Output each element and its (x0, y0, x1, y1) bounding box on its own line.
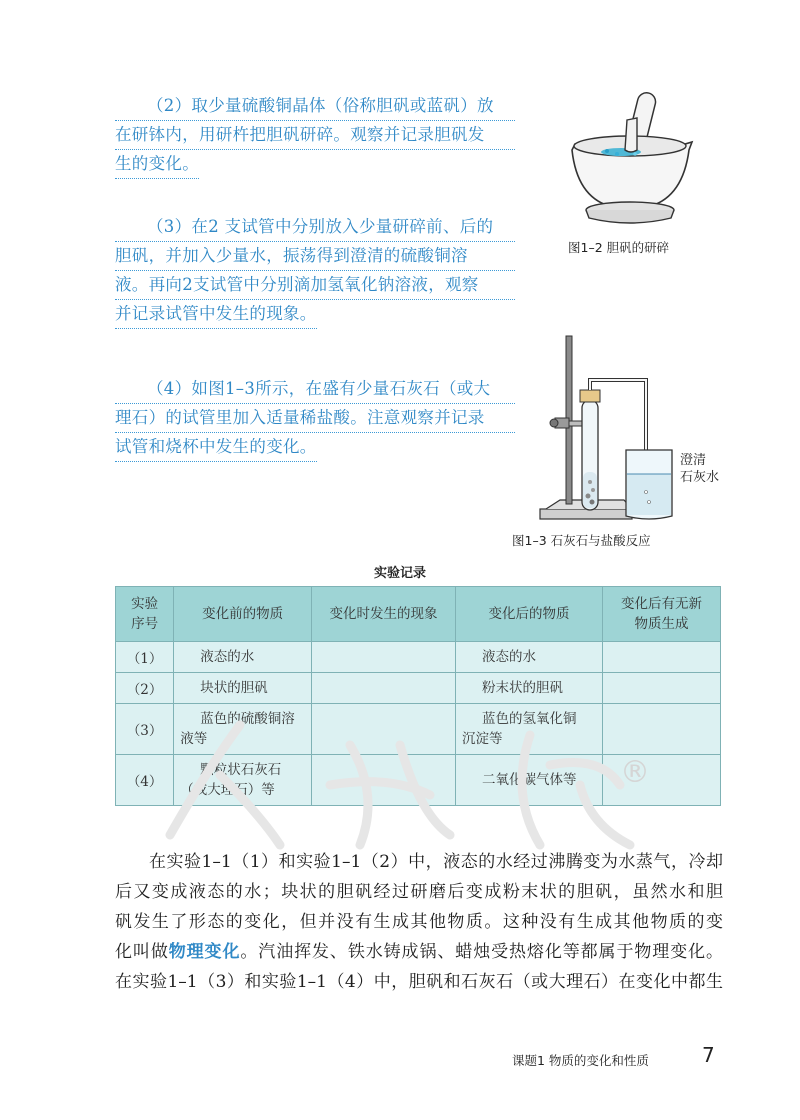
body-paragraph (115, 847, 723, 997)
figure-1-3-caption: 图1–3 石灰石与盐酸反应 (512, 533, 651, 548)
cell-new-substance (603, 673, 721, 704)
cell-after (455, 673, 602, 704)
body-line: 后又变成液态的水；块状的胆矾经过研磨后变成粉末状的胆矾，虽然水和胆 (115, 882, 723, 902)
header-text: 变化后有无新 (621, 596, 703, 612)
step-3-line: 并记录试管中发生的现象。 (115, 300, 317, 329)
cell-text: 蓝色的氢氧化铜 (481, 711, 577, 727)
cell-number: （3） (116, 704, 174, 755)
cell-text: 液态的水 (200, 649, 255, 665)
body-text-segment: 。汽油挥发、铁水铸成锅、蜡烛受热熔化等都属于物理变化。 (240, 942, 724, 962)
cell-number: （4） (116, 755, 174, 806)
experiment-step-4 (115, 375, 515, 462)
table-row (116, 673, 721, 704)
body-line (115, 937, 723, 967)
step-3-line: （3）在2 支试管中分别放入少量研碎前、后的 (115, 213, 515, 242)
beaker-label-line: 澄清 (680, 453, 707, 468)
step-2-line: （2）取少量硫酸铜晶体（俗称胆矾或蓝矾）放 (115, 92, 515, 121)
header-text: 实验 (131, 596, 159, 612)
beaker-label-line: 石灰水 (680, 470, 720, 485)
mortar-pestle-illustration (565, 88, 695, 228)
cell-text: 蓝色的硫酸铜溶 (200, 711, 295, 727)
beaker-label (680, 452, 719, 486)
table-header-row (116, 587, 721, 642)
header-cell-new-substance (603, 587, 721, 642)
registered-mark: ® (620, 755, 650, 790)
cell-new-substance (603, 642, 721, 673)
step-2-line: 生的变化。 (115, 150, 199, 179)
step-3-line: 胆矾，并加入少量水，振荡得到澄清的硫酸铜溶 (115, 242, 515, 271)
figure-1-2-caption: 图1–2 胆矾的研碎 (568, 240, 670, 255)
body-line: 在实验1–1（3）和实验1–1（4）中，胆矾和石灰石（或大理石）在变化中都生 (115, 972, 723, 992)
cell-after (455, 642, 602, 673)
publisher-watermark (150, 705, 670, 855)
cell-phenomenon (312, 642, 456, 673)
header-cell-phenomenon: 变化时发生的现象 (312, 587, 456, 642)
header-text: 序号 (131, 616, 159, 632)
body-line: 在实验1–1（1）和实验1–1（2）中，液态的水经过沸腾变为水蒸气，冷却 (149, 852, 723, 872)
cell-text: 液态的水 (481, 649, 536, 665)
step-4-line: （4）如图1–3所示，在盛有少量石灰石（或大 (115, 375, 515, 404)
apparatus-illustration (520, 332, 720, 527)
table-row (116, 642, 721, 673)
body-line: 矾发生了形态的变化，但并没有生成其他物质。这种没有生成其他物质的变 (115, 912, 723, 932)
experiment-step-2 (115, 92, 515, 179)
experiment-step-3 (115, 213, 515, 329)
cell-text: 二氧化碳气体等 (481, 772, 577, 788)
step-4-line: 试管和烧杯中发生的变化。 (115, 433, 317, 462)
page-number: 7 (702, 1043, 715, 1067)
cell-before (174, 642, 312, 673)
cell-before (174, 673, 312, 704)
header-text: 物质生成 (634, 616, 689, 632)
table-title: 实验记录 (373, 566, 426, 581)
cell-text: 颗粒状石灰石 (200, 762, 282, 778)
body-text-segment: 化叫做 (115, 942, 169, 962)
footer-section-title: 课题1 物质的变化和性质 (512, 1053, 649, 1068)
cell-text: 粉末状的胆矾 (481, 680, 563, 696)
cell-text: 沉淀等 (461, 731, 503, 747)
cell-text: （或大理石）等 (180, 782, 275, 798)
cell-text: 块状的胆矾 (200, 680, 268, 696)
header-cell-before: 变化前的物质 (174, 587, 312, 642)
cell-phenomenon (312, 673, 456, 704)
cell-text: 液等 (180, 731, 208, 747)
cell-number: （2） (116, 673, 174, 704)
step-2-line: 在研钵内，用研杵把胆矾研碎。观察并记录胆矾发 (115, 121, 515, 150)
step-3-line: 液。再向2支试管中分别滴加氢氧化钠溶液，观察 (115, 271, 515, 300)
step-4-line: 理石）的试管里加入适量稀盐酸。注意观察并记录 (115, 404, 515, 433)
header-cell-number (116, 587, 174, 642)
keyword-physical-change: 物理变化 (168, 942, 241, 962)
cell-number: （1） (116, 642, 174, 673)
header-cell-after: 变化后的物质 (455, 587, 602, 642)
